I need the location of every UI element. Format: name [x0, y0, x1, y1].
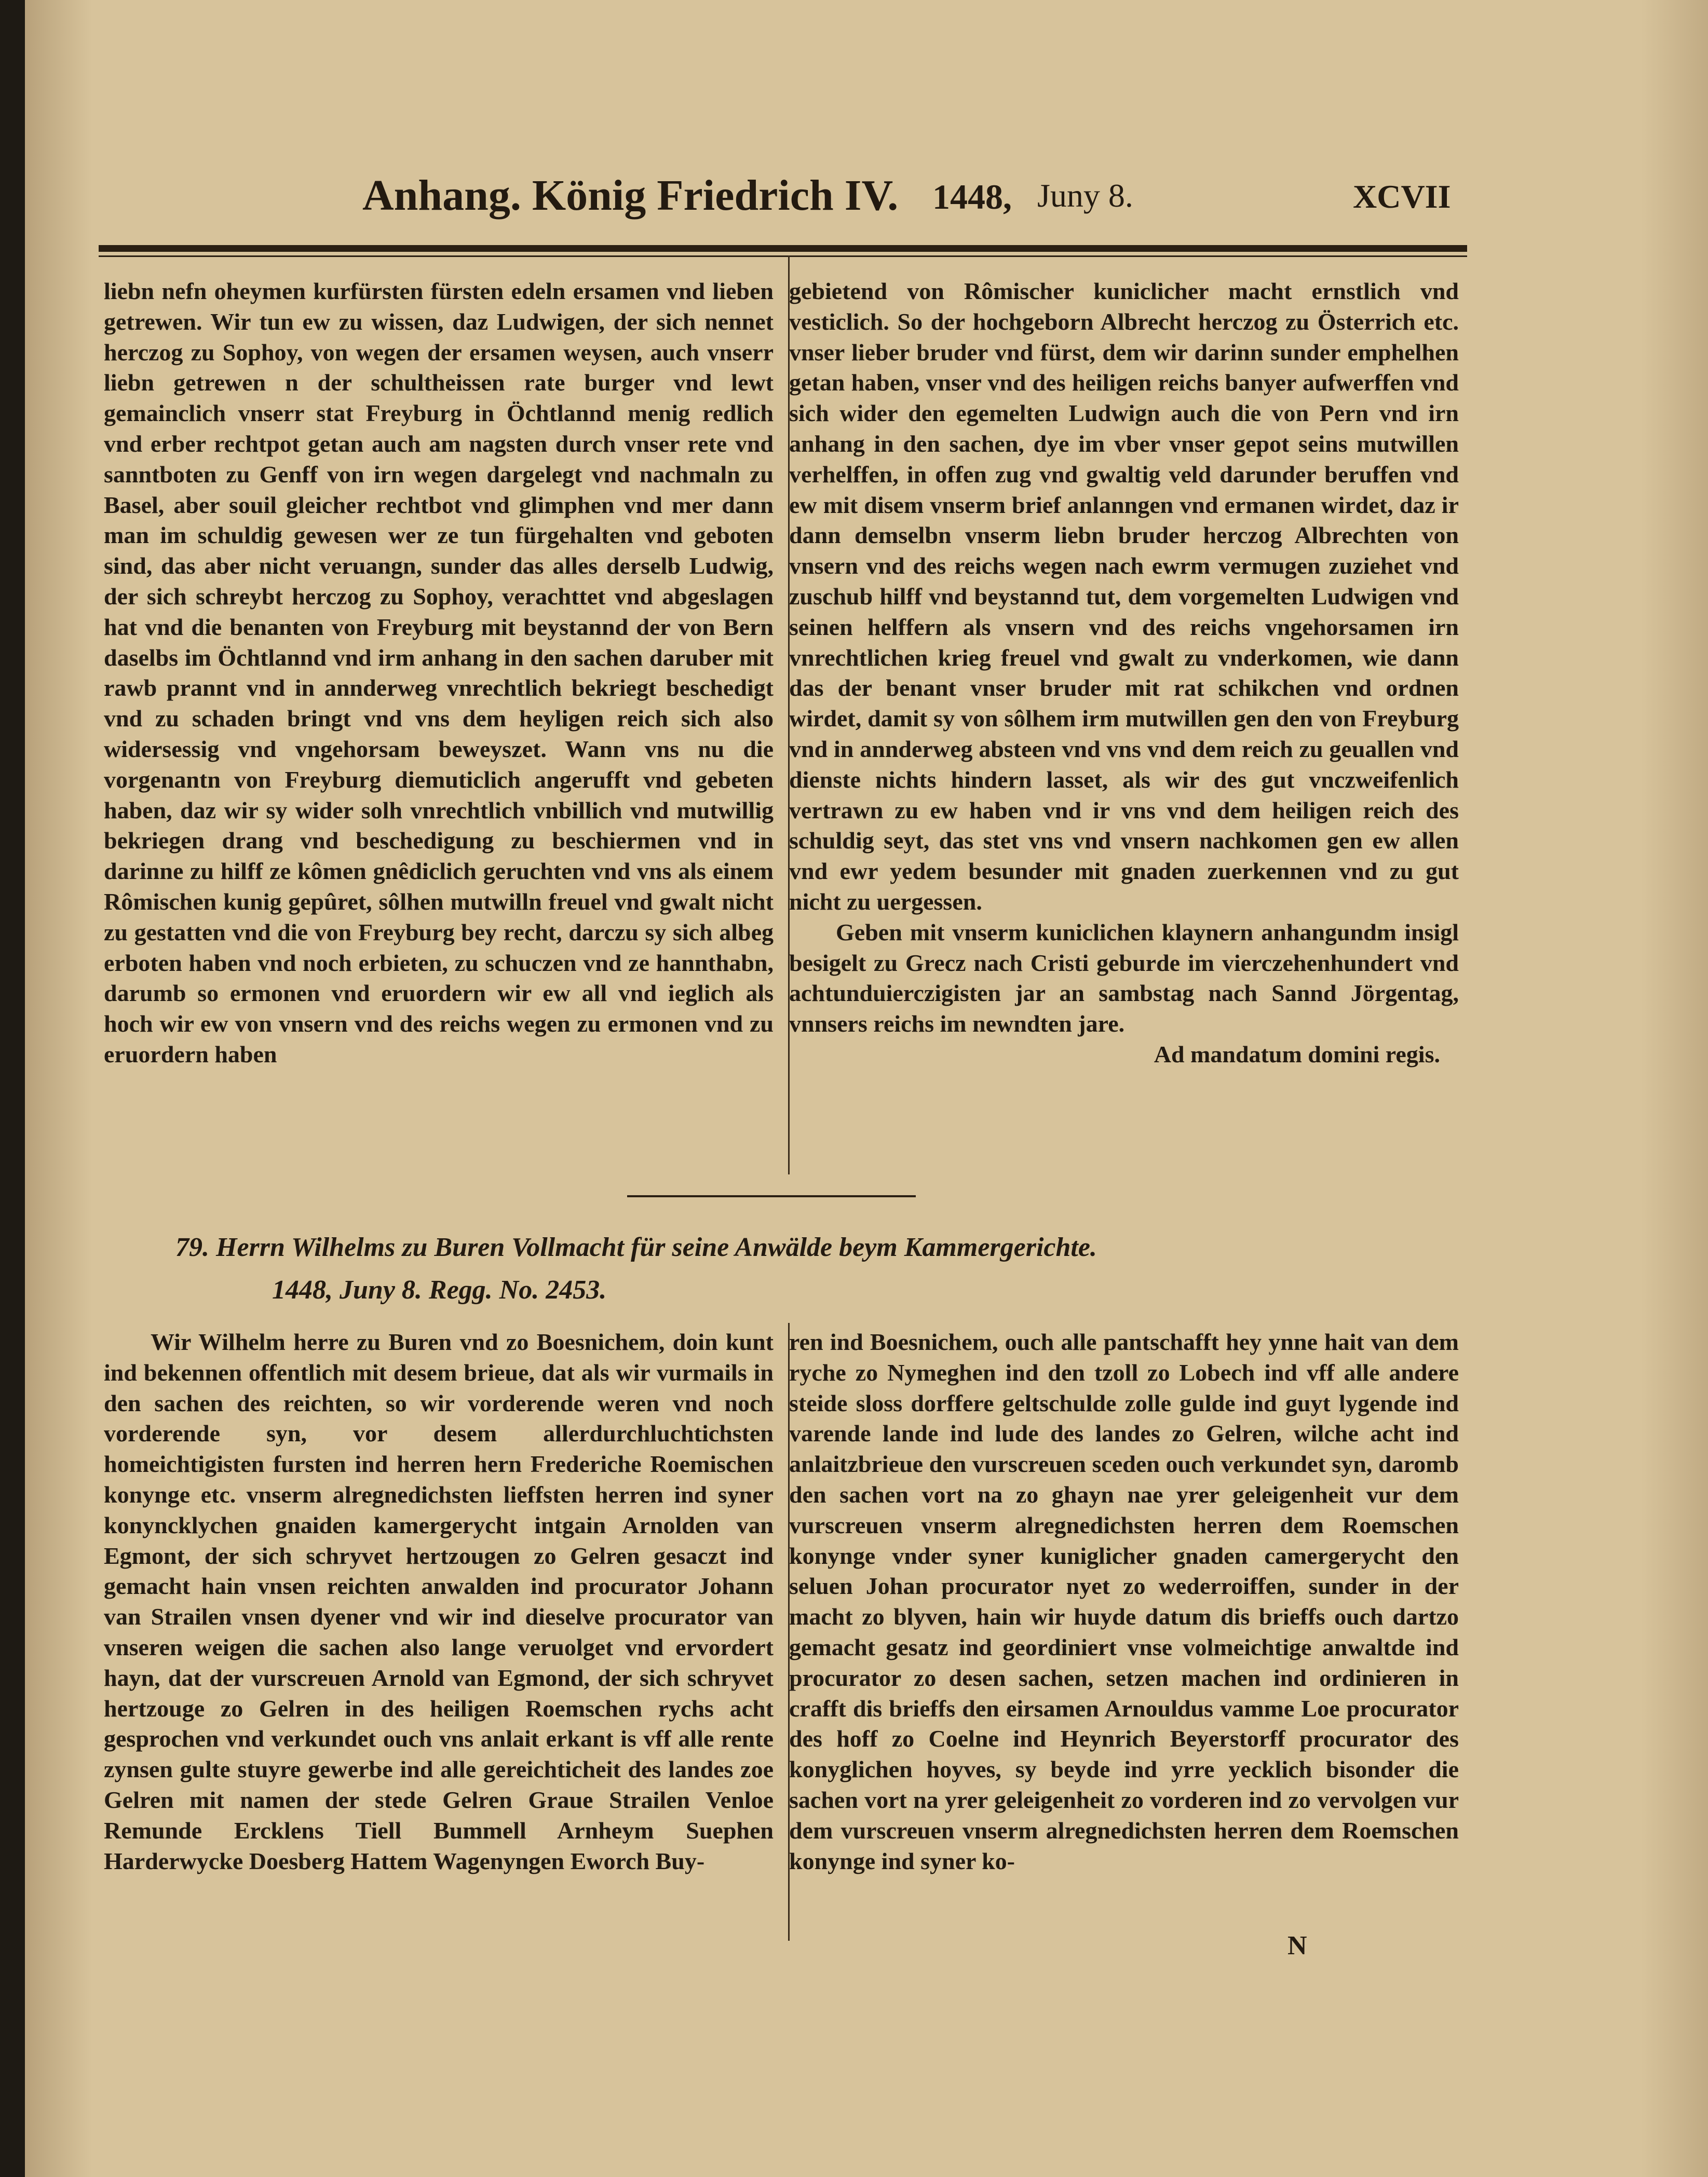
paragraph: gebietend von Rômischer kuniclicher macht ernstlich vnd vesticlich. So der hochgeborn Albrecht herczog zu Österrich etc. vnser lieber bruder vnd fürst, dem wir darinn sunder emphelhen getan haben, vnser vnd des heiligen reichs banyer aufwerffen vnd sich wider den egemelten Ludwign auch die von Pern vnd irn anhang in den sachen, dye im vber vnser gepot seins mutwillen verhelffen, in offen zug vnd gwaltig veld darunder beruffen vnd ew mit disem vnserm brief anlanngen vnd ermanen wirdet, daz ir dann demselbn vnserm liebn bruder herczog Albrechten von vnsern vnd des reichs wegen nach ewrm vermugen zuziehet vnd zuschub hilff vnd beystannd tut, dem vorgemelten Ludwigen vnd seinen helffern als vnsern vnd des reichs vngehorsamen irn vnrechtlichen krieg freuel vnd gwalt zu vnderkomen, wie dann das der benant vnser bruder mit rat schikchen vnd ordnen wirdet, damit sy von sôlhem irm mutwillen gen den von Freyburg vnd in annderweg absteen vnd vns vnd dem reich zu geuallen vnd dienste nichts hindern lasset, als wir des gut vnczweifenlich vertrawn zu ew haben vnd ir vns vnd dem heiligen reich des schuldig seyt, das stet vns vnd vnsern nachkomen gen ew allen vnd ewr yedem besunder mit gnaden zuerkennen vnd zu gut nicht zu uergessen.: [789, 278, 1459, 915]
signature-line: Ad mandatum domini regis.: [1154, 1040, 1440, 1067]
header-date: Juny 8.: [1037, 177, 1133, 214]
section-separator: [627, 1195, 916, 1197]
page-number: XCVII: [1353, 178, 1451, 215]
running-header: [25, 156, 1708, 234]
signature-mark: N: [1287, 1931, 1307, 1960]
section2-left-column: [104, 1327, 774, 1876]
header-title: Anhang. König Friedrich IV.: [362, 171, 899, 220]
section1-right-column: [789, 276, 1459, 1070]
paragraph: Geben mit vnserm kuniclichen klaynern anhangundm insigl besigelt zu Grecz nach Cristi geburde im vierczehenhundert vnd achtunduierczigisten jar an sambstag nach Sannd Jörgentag, vnnsers reichs im newndten jare.: [789, 918, 1459, 1037]
paragraph: liebn nefn oheymen kurfürsten fürsten edeln ersamen vnd lieben getrewen. Wir tun ew zu wissen, daz Ludwigen, der sich nennet herczog zu Sophoy, von wegen der ersamen weysen, auch vnserr liebn getrewen n der schultheissen rate burger vnd lewt gemainclich vnserr stat Freyburg in Öchtlannd menig redlich vnd erber rechtpot getan auch am nagsten durch vnser rete vnd sanntboten zu Genff von irn wegen dargelegt vnd nachmaln zu Basel, aber souil gleicher rechtbot vnd glimphen vnd mer dann man im schuldig gewesen wer ze tun fürgehalten vnd geboten sind, das aber nicht veruangn, sunder das alles derselb Ludwig, der sich schreybt herczog zu Sophoy, verachttet vnd abgeslagen hat vnd die benanten von Freyburg mit beystannd der von Bern daselbs im Öchtlannd vnd irm anhang in den sachen daruber mit rawb prannt vnd in annderweg vnrechtlich bekriegt beschedigt vnd zu schaden bringt vnd vns dem heyligen reich sich also widersessig vnd vngehorsam beweyszet. Wann vns nu die vorgenantn von Freyburg diemuticlich angerufft vnd gebeten haben, daz wir sy wider solh vnrechtlich vnbillich vnd mutwillig bekriegen drang vnd beschedigung zu beschiermen vnd in darinne zu hilff ze kômen gnêdiclich geruchten vnd vns als einem Rômischen kunig gepûret, sôlhen mutwilln freuel vnd gwalt nicht zu gestatten vnd die von Freyburg bey recht, darczu sy sich albeg erboten haben vnd noch erbieten, zu schuczen vnd ze hannthabn, darumb so ermonen vnd eruordern wir ew all vnd ieglich als hoch wir ew von vnsern vnd des reichs wegen zu ermonen vnd zu eruordern haben: [104, 278, 774, 1067]
paragraph: ren ind Boesnichem, ouch alle pantschafft hey ynne hait van dem ryche zo Nymeghen ind den tzoll zo Lobech ind vff alle andere steide sloss dorffere geltschulde zolle gulde ind guyt lygende ind varende lande ind lude des landes zo Gelren, wilche acht ind anlaitzbrieue den vurscreuen sceden ouch verkundet syn, daromb den sachen vort na zo ghayn nae yrer geleigenheit vur dem vurscreuen vnserm alregnedichsten herren dem Roemschen konynge vnder syner kuniglicher gnaden camergerycht den seluen Johan procurator nyet zo wederroiffen, sunder in der macht zo blyven, hain wir huyde datum dis brieffs ouch dartzo gemacht gesatz ind geordiniert vnse volmeichtige anwaltde ind procurator zo desen sachen, setzen machen ind ordinieren in crafft dis brieffs den eirsamen Arnouldus vamme Loe procurator des hoff zo Coelne ind Heynrich Beyerstorff procurator des konyglichen hoyves, sy beyde ind yrre yecklich bisonder die sachen vort na yrer geleigenheit zo vorderen ind zo vervolgen vur dem vurscreuen vnserm alregnedichsten herren dem Roemschen konynge ind syner ko-: [789, 1329, 1459, 1874]
document-title-line1: 79. Herrn Wilhelms zu Buren Vollmacht für seine Anwälde beym Kammergerichte.: [175, 1233, 1097, 1262]
document-page: [25, 0, 1708, 2177]
header-rule-thick: [99, 245, 1467, 252]
document-title-line2: 1448, Juny 8. Regg. No. 2453.: [272, 1275, 607, 1305]
section2-right-column: [789, 1327, 1459, 1876]
header-rule-thin: [99, 255, 1467, 257]
header-year: 1448,: [932, 177, 1012, 217]
section1-left-column: [104, 276, 774, 1070]
paragraph: Wir Wilhelm herre zu Buren vnd zo Boesnichem, doin kunt ind bekennen offentlich mit desem brieue, dat als wir vurmails in den sachen des reichten, so wir vorderende weren vnd noch vorderende syn, vor desem allerdurchluchtichsten homeichtigisten fursten ind herren hern Frederiche Roemischen konynge etc. vnserm alregnedichsten lieffsten herren ind syner konyncklychen gnaiden kamergerycht intgain Arnolden van Egmont, der sich schryvet hertzougen zo Gelren gesaczt ind gemacht hain vnsen reichten anwalden ind procurator Johann van Strailen vnsen dyener vnd wir ind dieselve procurator van vnseren weigen die sachen also lange veruolget vnd ervordert hayn, dat der vurscreuen Arnold van Egmond, der sich schryvet hertzouge zo Gelren in des heiligen Roemschen rychs acht gesprochen vnd verkundet ouch vns anlait erkant is vff alle rente zynsen gulte stuyre gewerbe ind alle gereichticheit des landes zoe Gelren mit namen der stede Gelren Graue Strailen Venloe Remunde Ercklens Tiell Bummell Arnheym Suephen Harderwycke Doesberg Hattem Wagenyngen Eworch Buy-: [104, 1329, 774, 1874]
